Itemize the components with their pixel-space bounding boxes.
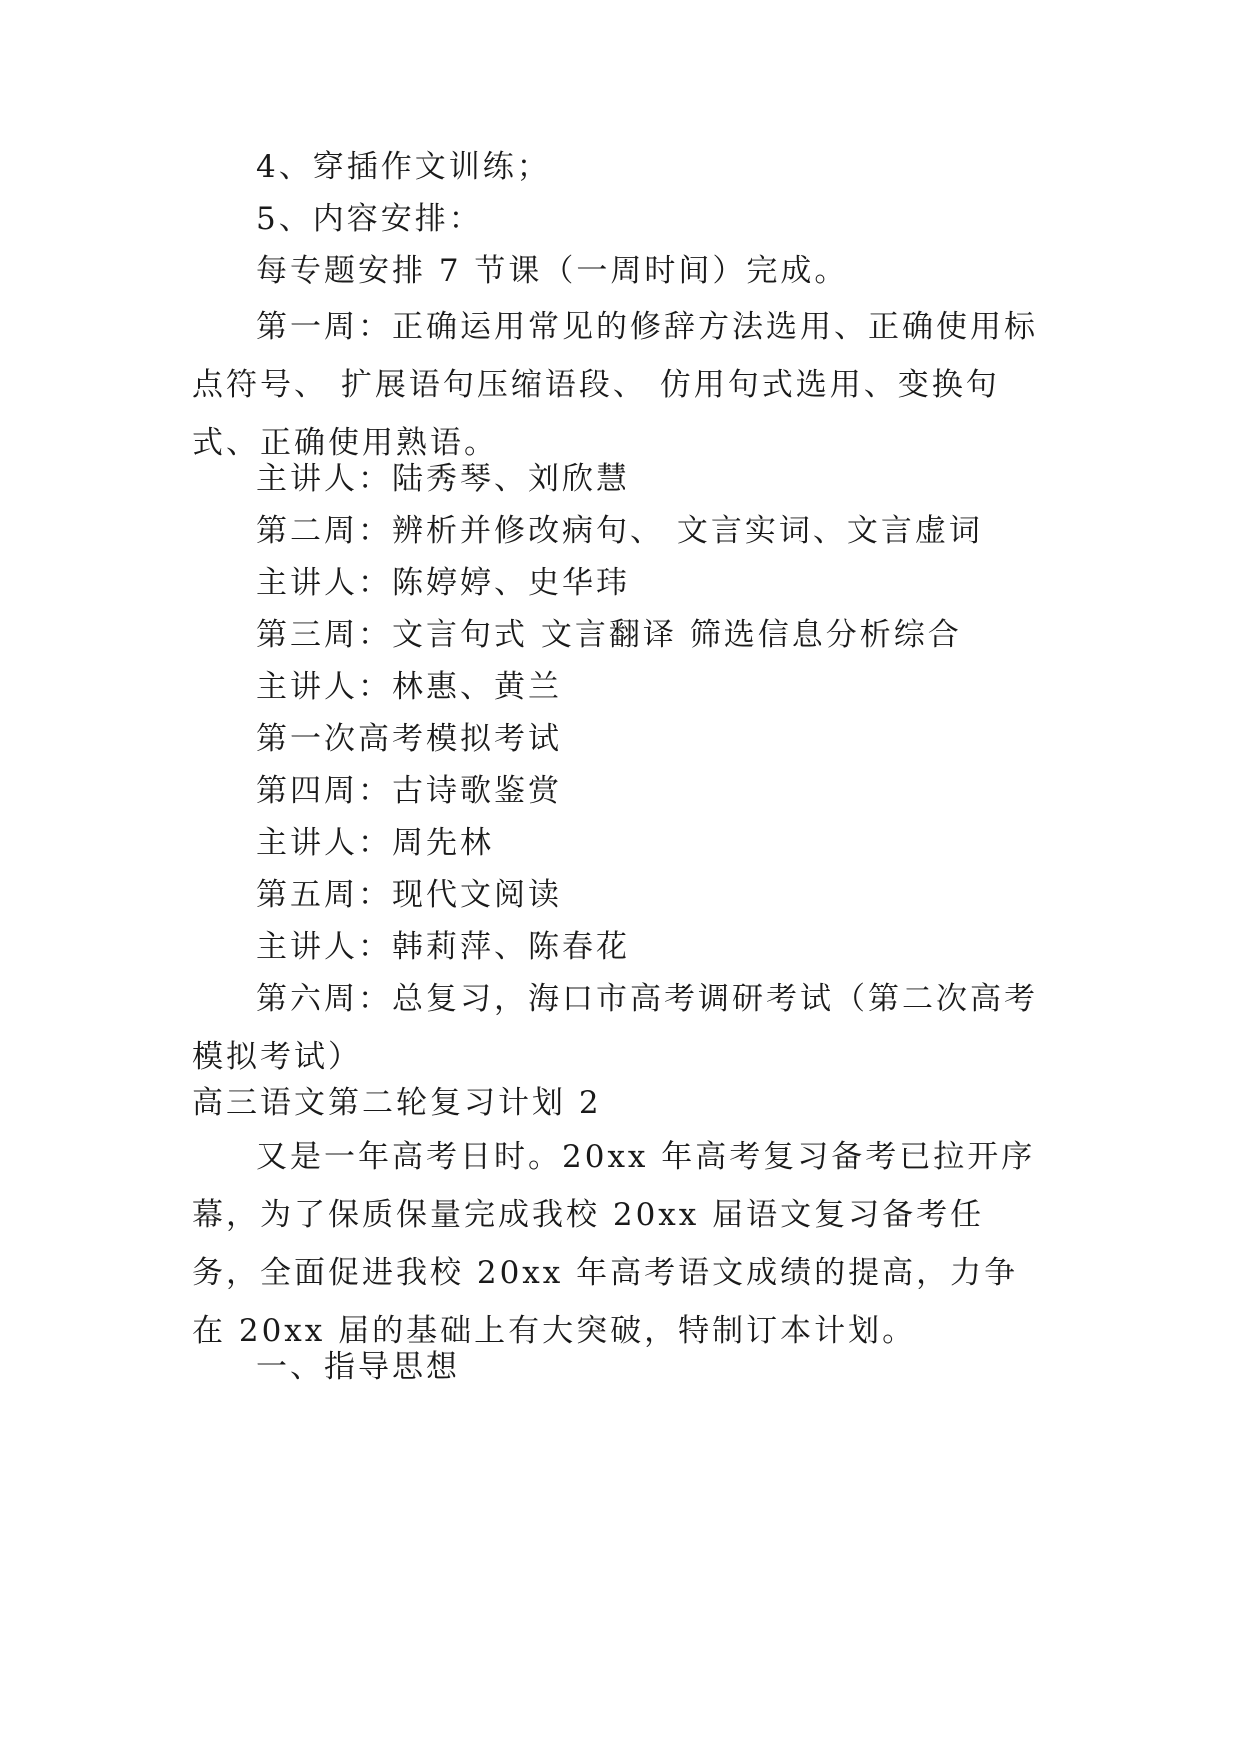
paragraph-week-1-speakers: 主讲人：陆秀琴、刘欣慧: [256, 461, 630, 497]
list-item-content-arrangement: 5、内容安排：: [256, 201, 483, 237]
section-title: 高三语文第二轮复习计划 2: [192, 1085, 602, 1121]
paragraph-week-2: 第二周：辨析并修改病句、 文言实词、文言虚词: [256, 513, 983, 549]
paragraph-week-5-speakers: 主讲人：韩莉萍、陈春花: [256, 929, 630, 965]
paragraph-first-mock-exam: 第一次高考模拟考试: [256, 721, 562, 757]
paragraph-week-3: 第三周：文言句式 文言翻译 筛选信息分析综合: [256, 617, 962, 653]
paragraph-week-2-speakers: 主讲人：陈婷婷、史华玮: [256, 565, 630, 601]
paragraph-week-1: 第一周：正确运用常见的修辞方法选用、正确使用标点符号、 扩展语句压缩语段、 仿用句式选用、变换句式、正确使用熟语。: [192, 309, 1038, 461]
paragraph-week-6: 第六周：总复习，海口市高考调研考试（第二次高考模拟考试）: [192, 981, 1038, 1075]
paragraph-schedule-note: 每专题安排 7 节课（一周时间）完成。: [256, 253, 849, 289]
paragraph-intro: 又是一年高考日时。20xx 年高考复习备考已拉开序幕，为了保质保量完成我校 20xx 届语文复习备考任务，全面促进我校 20xx 年高考语文成绩的提高，力争在 20xx 届的基础上有大突破，特制订本计划。: [192, 1139, 1036, 1349]
paragraph-week-4: 第四周：古诗歌鉴赏: [256, 773, 562, 809]
paragraph-week-5: 第五周：现代文阅读: [256, 877, 562, 913]
list-item-composition-training: 4、穿插作文训练；: [256, 149, 551, 185]
heading-guiding-ideology: 一、指导思想: [256, 1349, 460, 1385]
paragraph-week-3-speakers: 主讲人：林惠、黄兰: [256, 669, 562, 705]
paragraph-week-4-speakers: 主讲人：周先林: [256, 825, 494, 861]
